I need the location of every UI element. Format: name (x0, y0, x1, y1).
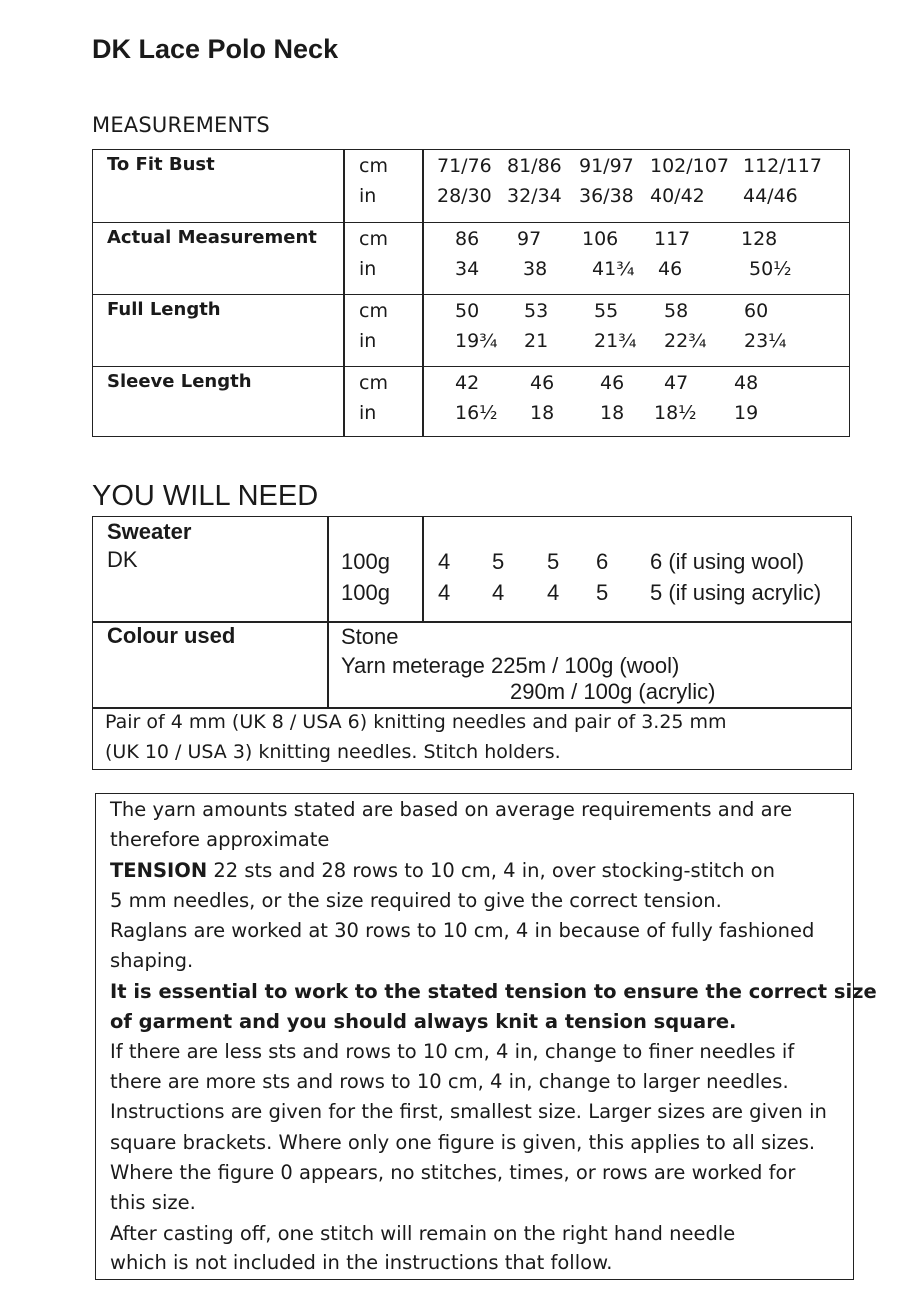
cell-cm: 81/86 (507, 155, 562, 177)
meterage-wool: Yarn meterage 225m / 100g (wool) (341, 653, 680, 678)
cell-in: 36/38 (579, 185, 634, 207)
cell-in: 38 (523, 258, 548, 280)
cell-in: 21 (524, 330, 549, 352)
note-bold-line (110, 980, 877, 1003)
note-line: square brackets. Where only one figure is given, this applies to all sizes. (110, 1131, 816, 1154)
meterage-acrylic: 290m / 100g (acrylic) (510, 679, 716, 704)
count-cell: 4 (438, 580, 451, 605)
unit-cm: cm (359, 372, 388, 394)
notes-box (95, 793, 877, 1280)
table-row (93, 294, 849, 367)
note-line: this size. (110, 1191, 196, 1214)
count-cell: 4 (438, 549, 451, 574)
weight-acrylic: 100g (341, 580, 390, 605)
cell-cm: 102/107 (650, 155, 729, 177)
bold-text: of garment and you should always knit a tension square. (110, 1010, 737, 1033)
cell-cm: 106 (582, 228, 619, 250)
page-title: DK Lace Polo Neck (92, 34, 339, 64)
weight-wool: 100g (341, 549, 390, 574)
table-row (93, 366, 849, 439)
note-line: there are more sts and rows to 10 cm, 4 in, change to larger needles. (110, 1070, 789, 1093)
unit-in: in (359, 185, 377, 207)
row-label: Full Length (107, 299, 221, 320)
cell-cm: 50 (455, 300, 480, 322)
cell-cm: 128 (741, 228, 778, 250)
unit-in: in (359, 330, 377, 352)
note-line: After casting off, one stitch will remain on the right hand needle (110, 1222, 736, 1245)
note-line: Raglans are worked at 30 rows to 10 cm, 4 in because of fully fashioned (110, 919, 815, 942)
tension-text: 22 sts and 28 rows to 10 cm, 4 in, over stocking-stitch on (207, 859, 775, 882)
you-will-need-heading: YOU WILL NEED (92, 480, 319, 512)
bold-text: It is essential to work to the stated tension to ensure the correct size (110, 980, 877, 1003)
note-line: The yarn amounts stated are based on average requirements and are (110, 798, 793, 821)
cell-cm: 42 (455, 372, 480, 394)
unit-in: in (359, 258, 377, 280)
note-line: Where the figure 0 appears, no stitches, times, or rows are worked for (110, 1161, 796, 1184)
needles-line: (UK 10 / USA 3) knitting needles. Stitch holders. (105, 741, 561, 763)
count-cell: 5 (547, 549, 560, 574)
cell-in: 50½ (749, 258, 792, 280)
column-divider (327, 517, 329, 707)
cell-cm: 53 (524, 300, 549, 322)
note-line: Instructions are given for the first, smallest size. Larger sizes are given in (110, 1100, 827, 1123)
cell-in: 44/46 (743, 185, 798, 207)
cell-cm: 60 (744, 300, 769, 322)
needles-line: Pair of 4 mm (UK 8 / USA 6) knitting needles and pair of 3.25 mm (105, 711, 727, 733)
table-row (93, 222, 849, 295)
count-cell: 6 (596, 549, 609, 574)
colour-value: Stone (341, 624, 399, 649)
table-row (93, 150, 849, 222)
cell-in: 18 (530, 402, 555, 424)
count-cell: 5 (596, 580, 609, 605)
tension-line (110, 859, 775, 882)
unit-cm: cm (359, 300, 388, 322)
yarn-type: DK (107, 547, 138, 572)
cell-in: 22¾ (664, 330, 707, 352)
note-line: therefore approximate (110, 828, 330, 851)
cell-cm: 91/97 (579, 155, 634, 177)
cell-cm: 86 (455, 228, 480, 250)
column-divider (422, 517, 424, 621)
unit-cm: cm (359, 228, 388, 250)
count-cell: 6 (if using wool) (650, 549, 805, 574)
cell-in: 16½ (455, 402, 498, 424)
cell-cm: 58 (664, 300, 689, 322)
cell-cm: 47 (664, 372, 689, 394)
cell-cm: 55 (594, 300, 619, 322)
cell-cm: 117 (654, 228, 691, 250)
cell-cm: 97 (517, 228, 542, 250)
cell-cm: 48 (734, 372, 759, 394)
sweater-label: Sweater (107, 519, 192, 544)
cell-in: 28/30 (437, 185, 492, 207)
row-label: To Fit Bust (107, 154, 215, 175)
cell-in: 32/34 (507, 185, 562, 207)
cell-in: 23¼ (744, 330, 787, 352)
unit-in: in (359, 402, 377, 424)
note-line: shaping. (110, 949, 194, 972)
cell-in: 19 (734, 402, 759, 424)
cell-in: 41¾ (592, 258, 635, 280)
cell-in: 46 (658, 258, 683, 280)
measurements-heading: MEASUREMENTS (92, 113, 270, 137)
cell-in: 18 (600, 402, 625, 424)
note-bold-line (110, 1010, 736, 1033)
unit-cm: cm (359, 155, 388, 177)
count-cell: 4 (547, 580, 560, 605)
tension-label: TENSION (110, 859, 208, 882)
row-divider (93, 707, 851, 709)
cell-cm: 46 (600, 372, 625, 394)
cell-in: 18½ (654, 402, 697, 424)
count-cell: 4 (492, 580, 505, 605)
row-label: Sleeve Length (107, 371, 252, 392)
note-line: 5 mm needles, or the size required to give the correct tension. (110, 889, 722, 912)
you-will-need-box (92, 516, 852, 770)
cell-in: 34 (455, 258, 480, 280)
measurements-table (92, 149, 850, 437)
cell-in: 21¾ (594, 330, 637, 352)
cell-cm: 71/76 (437, 155, 492, 177)
cell-cm: 46 (530, 372, 555, 394)
cell-cm: 112/117 (743, 155, 822, 177)
cell-in: 40/42 (650, 185, 705, 207)
row-label: Actual Measurement (107, 227, 317, 248)
count-cell: 5 (if using acrylic) (650, 580, 822, 605)
count-cell: 5 (492, 549, 505, 574)
colour-label: Colour used (107, 623, 236, 648)
cell-in: 19¾ (455, 330, 498, 352)
note-line: which is not included in the instructions that follow. (110, 1251, 613, 1274)
note-line: If there are less sts and rows to 10 cm, 4 in, change to finer needles if (110, 1040, 795, 1063)
